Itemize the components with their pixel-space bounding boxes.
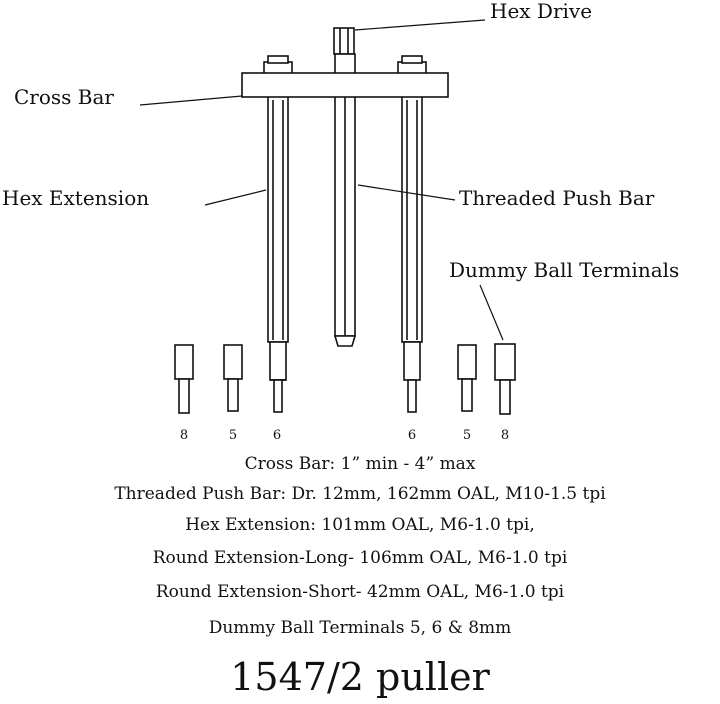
cross-bar bbox=[242, 73, 448, 97]
size-label: 6 bbox=[272, 428, 282, 443]
leader-dummy-ball-terminals bbox=[480, 285, 503, 340]
label-threaded-push-bar: Threaded Push Bar bbox=[459, 186, 655, 210]
terminal-5-left bbox=[224, 345, 242, 411]
spec-dummy-ball-terminals: Dummy Ball Terminals 5, 6 & 8mm bbox=[208, 618, 512, 638]
label-dummy-ball-terminals: Dummy Ball Terminals bbox=[449, 258, 680, 282]
connector-right bbox=[404, 342, 420, 380]
terminal-8-left bbox=[175, 345, 193, 413]
page-title: 1547/2 puller bbox=[230, 655, 490, 699]
spec-cross-bar: Cross Bar: 1” min - 4” max bbox=[244, 454, 476, 474]
label-hex-drive: Hex Drive bbox=[490, 0, 593, 23]
spec-hex-extension: Hex Extension: 101mm OAL, M6-1.0 tpi, bbox=[185, 515, 535, 535]
leader-hex-drive bbox=[355, 20, 485, 30]
terminal-5-right bbox=[458, 345, 476, 411]
hex-extension-right bbox=[402, 96, 422, 342]
size-label: 8 bbox=[179, 428, 189, 443]
size-label: 5 bbox=[462, 428, 472, 443]
spec-threaded-push-bar: Threaded Push Bar: Dr. 12mm, 162mm OAL, M10-1.5 tpi bbox=[114, 484, 606, 504]
hex-drive bbox=[334, 28, 354, 54]
connector-left bbox=[270, 342, 286, 380]
label-cross-bar: Cross Bar bbox=[14, 85, 114, 109]
terminal-8-right bbox=[495, 344, 515, 414]
push-bar-tip bbox=[335, 336, 355, 346]
size-label: 8 bbox=[500, 428, 510, 443]
leader-hex-extension bbox=[205, 190, 266, 205]
spec-round-extension-long: Round Extension-Long- 106mm OAL, M6-1.0 tpi bbox=[152, 548, 568, 568]
leader-cross-bar bbox=[140, 96, 242, 105]
size-label: 5 bbox=[228, 428, 238, 443]
size-label: 6 bbox=[407, 428, 417, 443]
label-hex-extension: Hex Extension bbox=[2, 186, 150, 210]
hex-extension-left bbox=[268, 96, 288, 342]
spec-round-extension-short: Round Extension-Short- 42mm OAL, M6-1.0 tpi bbox=[155, 582, 565, 602]
